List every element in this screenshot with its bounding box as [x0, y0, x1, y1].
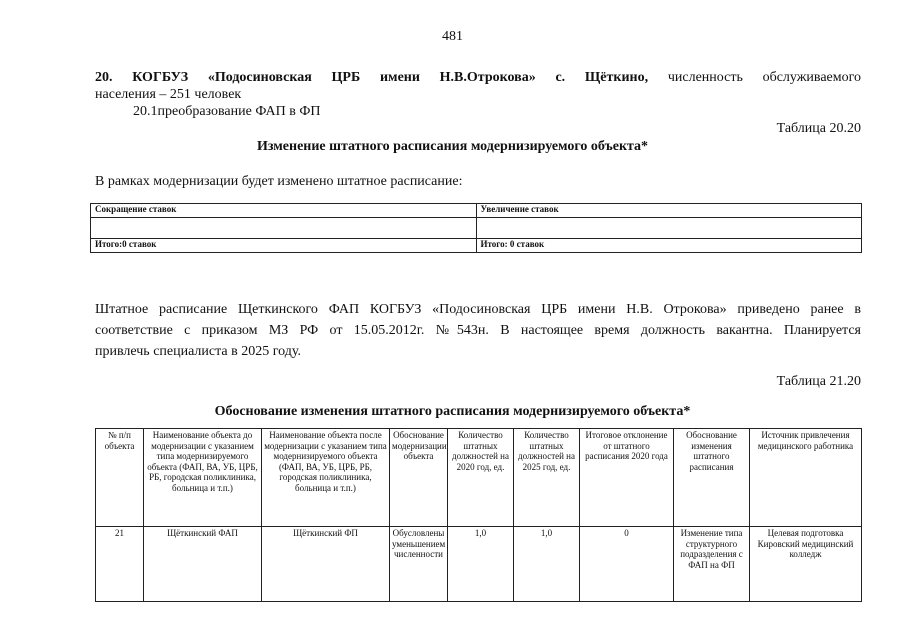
table1-title: Изменение штатного расписания модернизируемого объекта* — [256, 139, 649, 154]
reduction-total: Итого:0 ставок — [91, 239, 477, 253]
increase-body — [476, 218, 862, 239]
section-heading-line1 — [95, 69, 861, 86]
table2-title: Обоснование изменения штатного расписания модернизируемого объекта* — [214, 404, 691, 419]
paragraph-line1: Штатное расписание Щеткинского ФАП КОГБУЗ «Подосиновская ЦРБ имени Н.В. Отрокова» приведено ранее в — [95, 302, 861, 317]
table-row — [96, 527, 862, 602]
subsection-title: 20.1преобразование ФАП в ФП — [133, 104, 321, 119]
table1-label: Таблица 20.20 — [776, 121, 861, 136]
header-cell: Источник привлечения медицинского работника — [750, 429, 862, 527]
table-cell: 1,0 — [514, 527, 580, 602]
header-cell: Итоговое отклонение от штатного расписания 2020 года — [580, 429, 674, 527]
page-number: 481 — [442, 29, 463, 44]
reduction-header: Сокращение ставок — [91, 204, 477, 218]
paragraph-line2: соответствие с приказом МЗ РФ от 15.05.2012г. №543н. В настоящее время должность вакантна. Планируется — [95, 323, 861, 338]
section-heading-line2: населения – 251 человек — [95, 87, 242, 102]
increase-total: Итого: 0 ставок — [476, 239, 862, 253]
reduction-body — [91, 218, 477, 239]
table-cell: Щёткинский ФАП — [144, 527, 262, 602]
table-header-row — [96, 429, 862, 527]
header-cell: Обоснование модернизации объекта — [390, 429, 448, 527]
paragraph-line3: привлечь специалиста в 2025 году. — [95, 344, 301, 359]
header-cell: Количество штатных должностей на 2020 год, ед. — [448, 429, 514, 527]
table-cell: 1,0 — [448, 527, 514, 602]
table-cell: Целевая подготовка Кировский медицинский колледж — [750, 527, 862, 602]
header-cell: № п/п объекта — [96, 429, 144, 527]
staff-justification-table — [95, 428, 862, 602]
table1-intro: В рамках модернизации будет изменено штатное расписание: — [95, 174, 463, 189]
table-cell: Щёткинский ФП — [262, 527, 390, 602]
table-cell: Изменение типа структурного подразделения с ФАП на ФП — [674, 527, 750, 602]
header-cell: Количество штатных должностей на 2025 год, ед. — [514, 429, 580, 527]
header-cell: Наименование объекта после модернизации с указанием типа модернизируемого объекта (ФАП, ВА, УБ, ЦРБ, РБ, городская поликлиника, больница и т.п.) — [262, 429, 390, 527]
table2-label: Таблица 21.20 — [776, 374, 861, 389]
increase-header: Увеличение ставок — [476, 204, 862, 218]
table-cell: 21 — [96, 527, 144, 602]
header-cell: Наименование объекта до модернизации с указанием типа модернизируемого объекта (ФАП, ВА, УБ, ЦРБ, РБ, городская поликлиника, больница и т.п.) — [144, 429, 262, 527]
section-heading-rest: численность обслуживаемого — [667, 70, 861, 85]
table-cell: Обусловлены уменьшением численности — [390, 527, 448, 602]
header-cell: Обоснование изменения штатного расписания — [674, 429, 750, 527]
staff-change-table — [90, 203, 862, 253]
table-cell: 0 — [580, 527, 674, 602]
section-heading-bold: 20. КОГБУЗ «Подосиновская ЦРБ имени Н.В.Отрокова» с. Щёткино, — [95, 70, 649, 85]
